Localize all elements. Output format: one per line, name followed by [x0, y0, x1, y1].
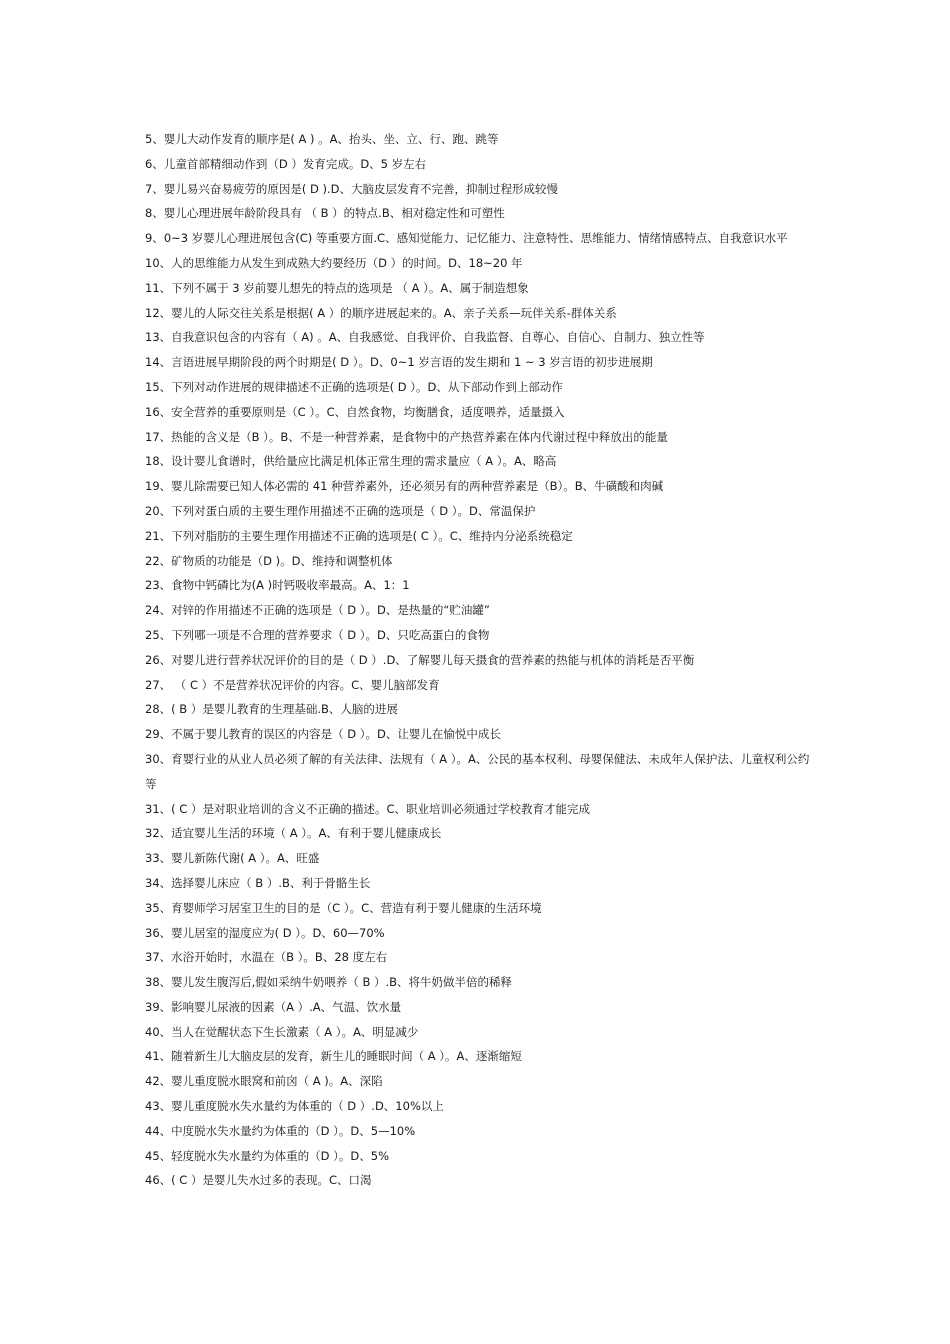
question-item: 29、不属于婴儿教育的误区的内容是（ D ）。D、让婴儿在愉悦中成长: [145, 727, 501, 742]
question-item: 6、儿童首部精细动作到（D ）发育完成。D、5 岁左右: [145, 156, 427, 171]
question-item: 17、热能的含义是（B ）。B、不是一种营养素，是食物中的产热营养素在体内代谢过程中释放出的能量: [145, 429, 668, 444]
question-item: 26、对婴儿进行营养状况评价的目的是（ D ）.D、了解婴儿每天摄食的营养素的热能与机体的消耗是否平衡: [145, 652, 695, 667]
question-item: 39、影响婴儿尿液的因素（A ）.A、气温、饮水量: [145, 999, 402, 1014]
question-item: 40、当人在觉醒状态下生长激素（ A ）。A、明显减少: [145, 1024, 419, 1039]
question-item: 22、矿物质的功能是（D )。D、维持和调整机体: [145, 553, 393, 568]
question-item: 10、人的思维能力从发生到成熟大约要经历（D ）的时间。D、18~20 年: [145, 255, 523, 270]
question-item: 33、婴儿新陈代谢( A ）。A、旺盛: [145, 851, 320, 866]
question-item: 36、婴儿居室的湿度应为( D ）。D、60—70%: [145, 925, 385, 940]
question-item: 43、婴儿重度脱水失水量约为体重的（ D ）.D、10%以上: [145, 1099, 444, 1114]
question-item: 45、轻度脱水失水量约为体重的（D ）。D、5%: [145, 1148, 389, 1163]
question-item: 28、( B ）是婴儿教育的生理基础.B、人脑的进展: [145, 702, 398, 717]
question-item: 41、随着新生儿大脑皮层的发育，新生儿的睡眠时间（ A ）。A、逐渐缩短: [145, 1049, 522, 1064]
question-item: 12、婴儿的人际交往关系是根据( A ）的顺序进展起来的。A、亲子关系—玩伴关系-群体关系: [145, 305, 617, 320]
question-item: 14、言语进展早期阶段的两个时期是( D ）。D、0~1 岁言语的发生期和 1 ~ 3 岁言语的初步进展期: [145, 355, 653, 370]
question-item: 35、育婴师学习居室卫生的目的是（C ）。C、营造有利于婴儿健康的生活环境: [145, 900, 542, 915]
question-item: 9、0~3 岁婴儿心理进展包含(C) 等重要方面.C、感知觉能力、记忆能力、注意特性、思维能力、情绪情感特点、自我意识水平: [145, 231, 788, 246]
question-item: 11、下列不属于 3 岁前婴儿想先的特点的选项是 （ A ）。A、属于制造想象: [145, 280, 529, 295]
question-item: 13、自我意识包含的内容有（ A) 。A、自我感觉、自我评价、自我监督、自尊心、自信心、自制力、独立性等: [145, 330, 705, 345]
question-item: 21、下列对脂肪的主要生理作用描述不正确的选项是( C ）。C、维持内分泌系统稳定: [145, 528, 573, 543]
question-item: 38、婴儿发生腹泻后,假如采纳牛奶喂养（ B ）.B、将牛奶做半倍的稀释: [145, 975, 513, 990]
question-item: 30、育婴行业的从业人员必须了解的有关法律、法规有（ A ）。A、公民的基本权利、母婴保健法、未成年人保护法、儿童权利公约等: [145, 751, 810, 791]
question-item: 44、中度脱水失水量约为体重的（D ）。D、5—10%: [145, 1123, 416, 1138]
question-item: 34、选择婴儿床应（ B ）.B、利于骨骼生长: [145, 875, 371, 890]
question-item: 46、( C ）是婴儿失水过多的表现。C、口渴: [145, 1173, 372, 1188]
question-item: 42、婴儿重度脱水眼窝和前囟（ A )。A、深陷: [145, 1074, 383, 1089]
question-item: 25、下列哪一项是不合理的营养要求（ D ）。D、只吃高蛋白的食物: [145, 627, 490, 642]
question-item: 18、设计婴儿食谱时，供给量应比满足机体正常生理的需求量应（ A ）。A、略高: [145, 454, 557, 469]
question-item: 5、婴儿大动作发育的顺序是( A ) 。A、抬头、坐、立、行、跑、跳等: [145, 132, 499, 146]
question-item: 16、安全营养的重要原则是（C ）。C、自然食物，均衡膳食，适度喂养，适量摄入: [145, 404, 565, 419]
question-item: 20、下列对蛋白质的主要生理作用描述不正确的选项是（ D ）。D、常温保护: [145, 503, 536, 518]
question-item: 8、婴儿心理进展年龄阶段具有 （ B ）的特点.B、相对稳定性和可塑性: [145, 206, 505, 221]
question-item: 31、( C ）是对职业培训的含义不正确的描述。C、职业培训必须通过学校教育才能完成: [145, 801, 590, 816]
question-item: 23、食物中钙磷比为(A )时钙吸收率最高。A、1：1: [145, 578, 410, 593]
question-list: [145, 127, 810, 1193]
question-item: 15、下列对动作进展的规律描述不正确的选项是( D ）。D、从下部动作到上部动作: [145, 379, 563, 394]
question-item: 27、 （ C ）不是营养状况评价的内容。C、婴儿脑部发育: [145, 677, 440, 692]
question-item: 7、婴儿易兴奋易疲劳的原因是( D ).D、大脑皮层发育不完善，抑制过程形成较慢: [145, 181, 558, 196]
question-item: 32、适宜婴儿生活的环境（ A ）。A、有利于婴儿健康成长: [145, 826, 442, 841]
question-item: 24、对锌的作用描述不正确的选项是（ D ）。D、是热量的“贮油罐”: [145, 603, 490, 618]
question-item: 19、婴儿除需要已知人体必需的 41 种营养素外，还必须另有的两种营养素是（B）。B、牛磺酸和肉碱: [145, 479, 664, 494]
question-item: 37、水浴开始时，水温在（B ）。B、28 度左右: [145, 950, 388, 965]
